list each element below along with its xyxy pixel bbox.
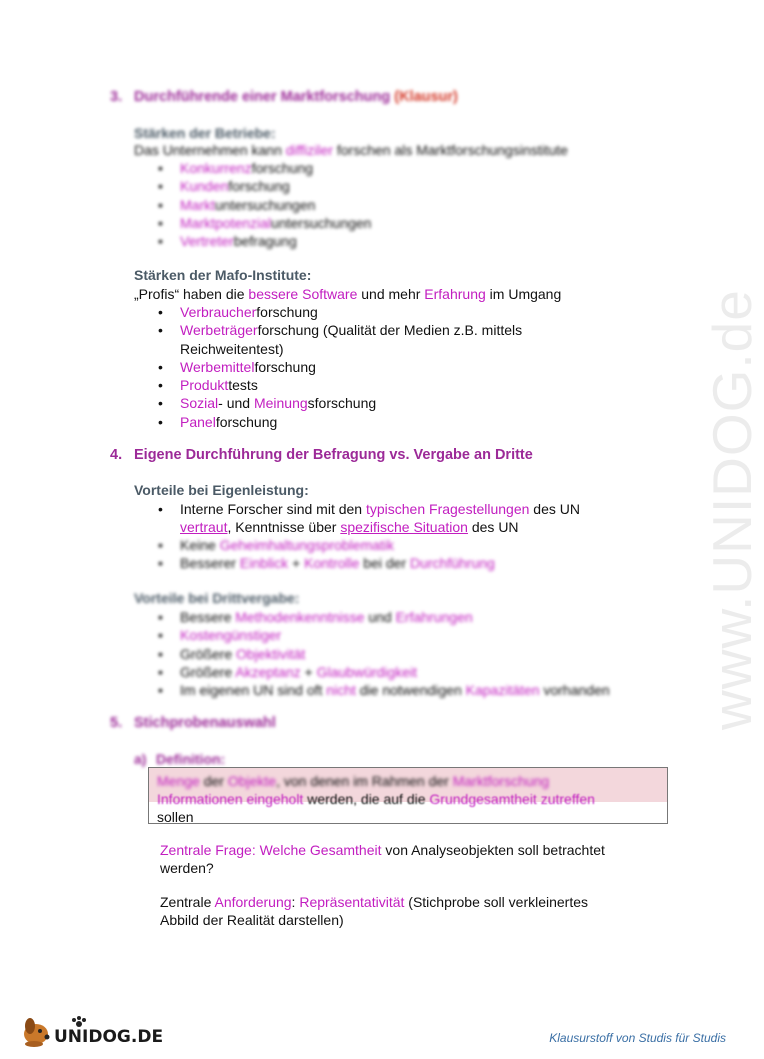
list-item: • Größere Objektivität [158, 645, 610, 663]
advantages-outsourcing-heading: Vorteile bei Drittvergabe: [134, 590, 300, 606]
watermark: www.UNIDOG.de [701, 289, 763, 730]
list-item: • Bessere Methodenkenntnisse und Erfahrungen [158, 608, 610, 626]
list-item: • Interne Forscher sind mit den typischen Fragestellungen des UN [158, 500, 580, 518]
central-requirement: Zentrale Anforderung: Repräsentativität (Stichprobe soll verkleinertes [160, 894, 589, 910]
strengths-companies-heading: Stärken der Betriebe: [134, 125, 276, 141]
list-item: • Verbraucherforschung [158, 303, 522, 321]
list-item: • Marktpotenzialuntersuchungen [158, 214, 371, 232]
list-item: • Panelforschung [158, 413, 522, 431]
advantages-inhouse-list-cont [158, 536, 495, 573]
unidog-logo [20, 1012, 164, 1048]
institutes-strengths-list [158, 303, 522, 431]
advantages-inhouse-heading: Vorteile bei Eigenleistung: [134, 482, 309, 498]
companies-intro-line: Das Unternehmen kann diffiziler forschen als Marktforschungsinstitute [134, 142, 568, 158]
list-item: • Marktuntersuchungen [158, 196, 371, 214]
footer-tagline: Klausurstoff von Studis für Studis [549, 1031, 726, 1045]
section-4-heading: 4. Eigene Durchführung der Befragung vs. Vergabe an Dritte [110, 447, 533, 463]
section-5-heading: 5. Stichprobenauswahl [110, 715, 276, 731]
section-3-heading: 3. Durchführende einer Marktforschung (Klausur) [110, 89, 458, 105]
list-item: • Vertreterbefragung [158, 232, 371, 250]
list-item: • Größere Akzeptanz + Glaubwürdigkeit [158, 663, 610, 681]
list-item-continuation: vertraut, Kenntnisse über spezifische Situation des UN [180, 519, 519, 536]
list-item: • Im eigenen UN sind oft nicht die notwendigen Kapazitäten vorhanden [158, 681, 610, 699]
advantages-outsourcing-list [158, 608, 610, 699]
list-item: • Werbemittelforschung [158, 358, 522, 376]
dog-icon [20, 1012, 164, 1048]
central-question: Zentrale Frage: Welche Gesamtheit von Analyseobjekten soll betrachtet [160, 842, 605, 858]
central-requirement-cont: Abbild der Realität darstellen) [160, 912, 344, 928]
list-item: • Keine Geheimhaltungsproblematik [158, 536, 495, 554]
list-item-continuation: Reichweitentest) [180, 340, 284, 357]
list-item: • Kundenforschung [158, 177, 371, 195]
list-item: • Sozial- und Meinungsforschung [158, 394, 522, 412]
definition-box [148, 767, 668, 824]
advantages-inhouse-list [158, 500, 580, 537]
institutes-intro-line: „Profis“ haben die bessere Software und mehr Erfahrung im Umgang [134, 286, 562, 302]
companies-strengths-list [158, 159, 371, 250]
definition-text: Menge der Objekte, von denen im Rahmen der Marktforschung Informationen eingeholt werden, die auf die Grundgesamtheit zutreffen sollen [157, 773, 595, 825]
list-item: • Besserer Einblick + Kontrolle bei der Durchführung [158, 554, 495, 572]
list-item: • Werbeträgerforschung (Qualität der Medien z.B. mittels [158, 321, 522, 339]
svg-text:UNIDOG.DE: UNIDOG.DE [54, 1027, 164, 1047]
definition-heading: a) Definition: [134, 751, 226, 767]
list-item: • Kostengünstiger [158, 626, 610, 644]
strengths-institutes-heading: Stärken der Mafo-Institute: [134, 267, 312, 283]
central-question-cont: werden? [160, 860, 214, 876]
list-item: • Produkttests [158, 376, 522, 394]
list-item: • Konkurrenzforschung [158, 159, 371, 177]
